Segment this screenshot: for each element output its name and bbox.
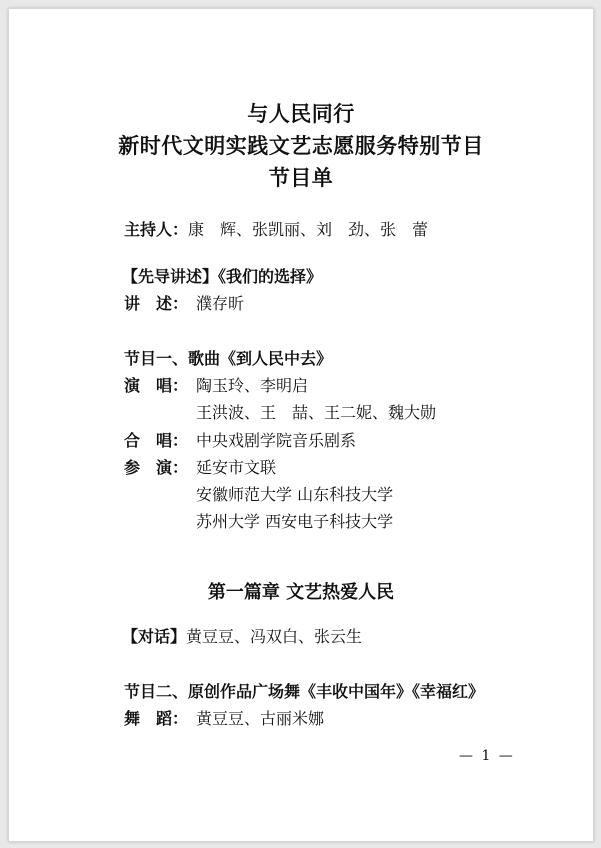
title-line-2: 新时代文明实践文艺志愿服务特别节目 — [118, 133, 484, 158]
intro-row — [124, 294, 244, 314]
program2-dance-row — [124, 709, 324, 729]
program1-chorus-label: 合 唱： — [124, 431, 189, 450]
program1-chorus-row — [124, 431, 356, 451]
program1-perform-value-1: 延安市文联 — [196, 458, 277, 477]
hosts-row — [124, 220, 428, 240]
program2-dance-label: 舞 蹈： — [124, 709, 189, 728]
program2-heading: 节目二、原创作品广场舞《丰收中国年》《幸福红》 — [124, 682, 485, 701]
program1-sing-row — [124, 376, 308, 396]
program1-perform-row — [124, 458, 276, 478]
dialogue-value: 黄豆豆、冯双白、张云生 — [186, 627, 363, 646]
document-page — [8, 8, 594, 842]
intro-heading: 【先导讲述】《我们的选择》 — [122, 267, 323, 286]
program1-sing-label: 演 唱： — [124, 376, 189, 395]
dialogue-label: 【对话】 — [122, 627, 187, 646]
intro-value: 濮存昕 — [196, 294, 245, 313]
program1-perform-label: 参 演： — [124, 458, 189, 477]
program1-chorus-value: 中央戏剧学院音乐剧系 — [196, 431, 357, 450]
title-line-3: 节目单 — [268, 165, 334, 190]
program1-perform-value-2: 安徽师范大学 山东科技大学 — [196, 485, 394, 504]
hosts-label: 主持人： — [124, 220, 189, 239]
chapter-heading: 第一篇章 文艺热爱人民 — [207, 582, 395, 603]
program1-perform-value-3: 苏州大学 西安电子科技大学 — [196, 512, 394, 531]
intro-label: 讲 述： — [124, 294, 189, 313]
program2-dance-value: 黄豆豆、古丽米娜 — [196, 709, 325, 728]
program1-heading: 节目一、歌曲《到人民中去》 — [124, 349, 333, 368]
title-line-1: 与人民同行 — [247, 101, 355, 126]
hosts-value: 康 辉、张凯丽、刘 劲、张 蕾 — [188, 220, 429, 239]
dialogue-row — [122, 627, 362, 647]
page-number: — 1 — — [459, 748, 515, 764]
program1-sing-value-1: 陶玉玲、李明启 — [196, 376, 309, 395]
program1-sing-value-2: 王洪波、王 喆、王二妮、魏大勋 — [196, 403, 437, 422]
